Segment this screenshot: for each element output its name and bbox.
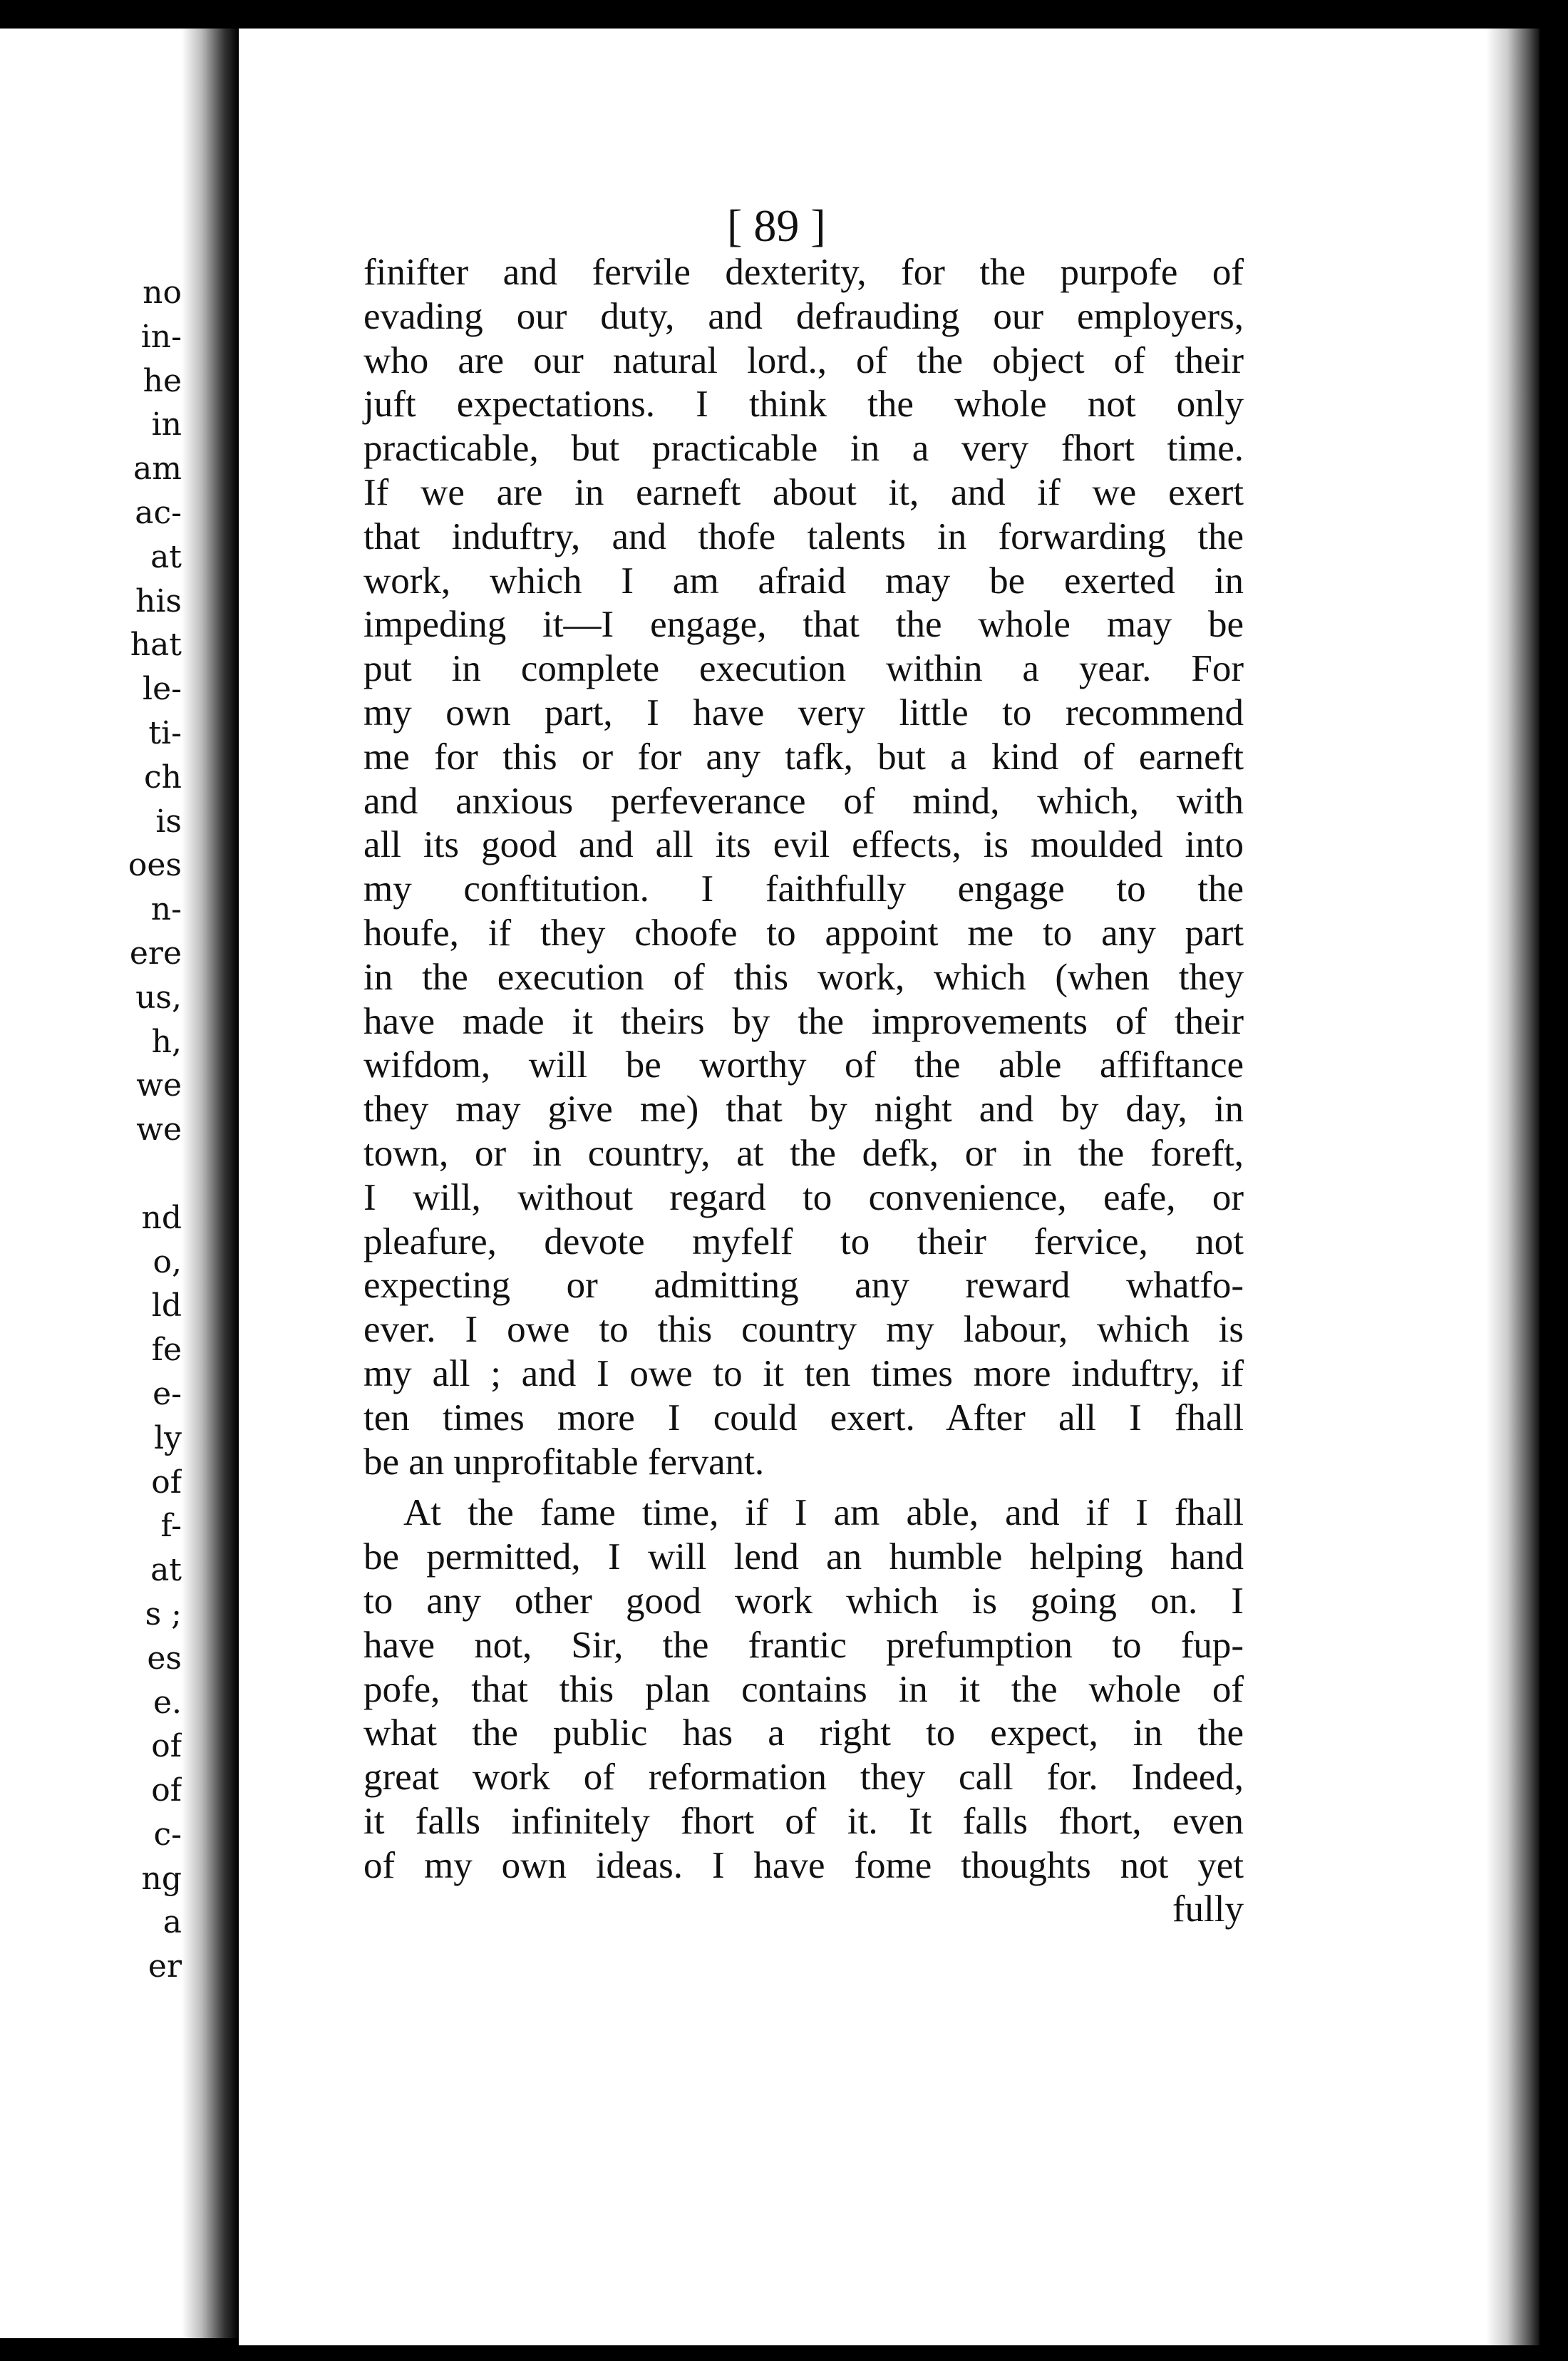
text-line: my all ; and I owe to it ten times more induftry, if — [363, 1352, 1244, 1394]
margin-fragment: hat — [130, 627, 182, 664]
margin-fragment: es — [147, 1640, 182, 1677]
body-text — [363, 251, 1244, 1932]
margin-fragment: no — [143, 274, 182, 311]
page-edge-shadow — [1486, 29, 1539, 2345]
margin-fragment: f- — [160, 1508, 182, 1545]
text-line: be an unprofitable fervant. — [363, 1441, 765, 1483]
margin-fragment: ld — [151, 1287, 182, 1324]
margin-fragment: in — [151, 406, 182, 443]
margin-fragment: us, — [135, 979, 182, 1016]
margin-fragment: ere — [129, 935, 182, 972]
margin-fragment: at — [150, 538, 182, 575]
margin-fragment: at — [150, 1552, 182, 1589]
text-line: all its good and all its evil effects, is moulded into — [363, 824, 1244, 866]
margin-fragment: ch — [144, 758, 182, 796]
left-facing-page — [0, 29, 182, 2338]
margin-fragment: a — [163, 1904, 182, 1941]
margin-fragment: n- — [150, 891, 182, 928]
text-line: If we are in earneft about it, and if we exert — [363, 471, 1244, 513]
text-line: they may give me) that by night and by day, in — [363, 1089, 1244, 1131]
margin-fragment: ly — [154, 1419, 182, 1456]
text-line: me for this or for any tafk, but a kind of earneft — [363, 736, 1244, 778]
paragraph-2 — [363, 1491, 1244, 1888]
margin-fragment: ac- — [135, 494, 182, 531]
margin-fragment: le- — [143, 671, 182, 708]
paragraph-1 — [363, 251, 1244, 1484]
text-line: pofe, that this plan contains in it the whole of — [363, 1668, 1244, 1710]
text-line: ten times more I could exert. After all I fhall — [363, 1396, 1244, 1439]
text-line: expecting or admitting any reward whatfo- — [363, 1265, 1244, 1307]
text-line: have made it theirs by the improvements of their — [363, 1000, 1244, 1042]
text-line: my own part, I have very little to recommend — [363, 691, 1244, 734]
text-line: houfe, if they choofe to appoint me to any part — [363, 912, 1244, 954]
text-line: it falls infinitely fhort of it. It falls fhort, even — [363, 1800, 1244, 1842]
text-line: impeding it—I engage, that the whole may be — [363, 604, 1244, 646]
text-line: who are our natural lord., of the object of their — [363, 339, 1244, 381]
margin-fragment: e. — [153, 1684, 182, 1721]
margin-fragment: in- — [140, 318, 182, 355]
margin-fragment: of — [151, 1728, 182, 1765]
text-line: of my own ideas. I have fome thoughts not yet — [363, 1844, 1244, 1886]
margin-fragment: am — [133, 451, 182, 488]
margin-fragment: oes — [128, 847, 182, 884]
margin-fragment: nd — [141, 1199, 182, 1236]
text-line: work, which I am afraid may be exerted in — [363, 560, 1244, 602]
margin-fragment: c- — [153, 1816, 182, 1853]
margin-fragment — [0, 1152, 182, 1196]
margin-fragment: o, — [153, 1243, 182, 1280]
margin-fragment: he — [143, 362, 182, 399]
margin-fragment: ng — [141, 1860, 182, 1897]
text-line: practicable, but practicable in a very fhort time. — [363, 428, 1244, 470]
text-line: evading our duty, and defrauding our employers, — [363, 295, 1244, 337]
text-line: I will, without regard to convenience, eafe, or — [363, 1176, 1244, 1218]
book-gutter — [182, 29, 239, 2338]
text-line: wifdom, will be worthy of the able affiftance — [363, 1044, 1244, 1086]
margin-fragment: e- — [153, 1375, 182, 1412]
margin-fragment: fe — [151, 1332, 182, 1369]
margin-fragment: we — [136, 1111, 182, 1148]
margin-fragment: of — [151, 1464, 182, 1501]
margin-fragment: ti- — [148, 714, 182, 751]
left-page-text-fragments — [0, 271, 182, 1989]
text-line: my conftitution. I faithfully engage to the — [363, 868, 1244, 910]
text-line: what the public has a right to expect, in the — [363, 1712, 1244, 1754]
text-line: in the execution of this work, which (when they — [363, 956, 1244, 998]
text-line: finifter and fervile dexterity, for the purpofe of — [363, 252, 1244, 293]
text-line: that induftry, and thofe talents in forwarding the — [363, 515, 1244, 557]
text-line: be permitted, I will lend an humble helping hand — [363, 1536, 1244, 1578]
text-line: town, or in country, at the defk, or in the foreft, — [363, 1132, 1244, 1174]
text-line: have not, Sir, the frantic prefumption to fup- — [363, 1624, 1244, 1666]
text-line: ever. I owe to this country my labour, which is — [363, 1309, 1244, 1351]
margin-fragment: of — [151, 1772, 182, 1809]
margin-fragment: is — [155, 803, 182, 840]
margin-fragment: his — [135, 582, 182, 619]
text-line: pleafure, devote myfelf to their fervice, not — [363, 1220, 1244, 1262]
text-line: to any other good work which is going on. I — [363, 1580, 1244, 1622]
margin-fragment: er — [148, 1948, 182, 1985]
margin-fragment: we — [136, 1067, 182, 1104]
catchword: fully — [1172, 1888, 1244, 1930]
text-line: put in complete execution within a year. For — [363, 648, 1244, 690]
text-line: juft expectations. I think the whole not only — [363, 384, 1244, 426]
text-line: great work of reformation they call for. Indeed, — [363, 1756, 1244, 1799]
margin-fragment: s ; — [145, 1595, 182, 1632]
text-line: At the fame time, if I am able, and if I fhall — [403, 1492, 1244, 1534]
text-line: and anxious perfeverance of mind, which, with — [363, 780, 1244, 822]
margin-fragment: h, — [151, 1023, 182, 1060]
page-number: [ 89 ] — [727, 200, 826, 251]
